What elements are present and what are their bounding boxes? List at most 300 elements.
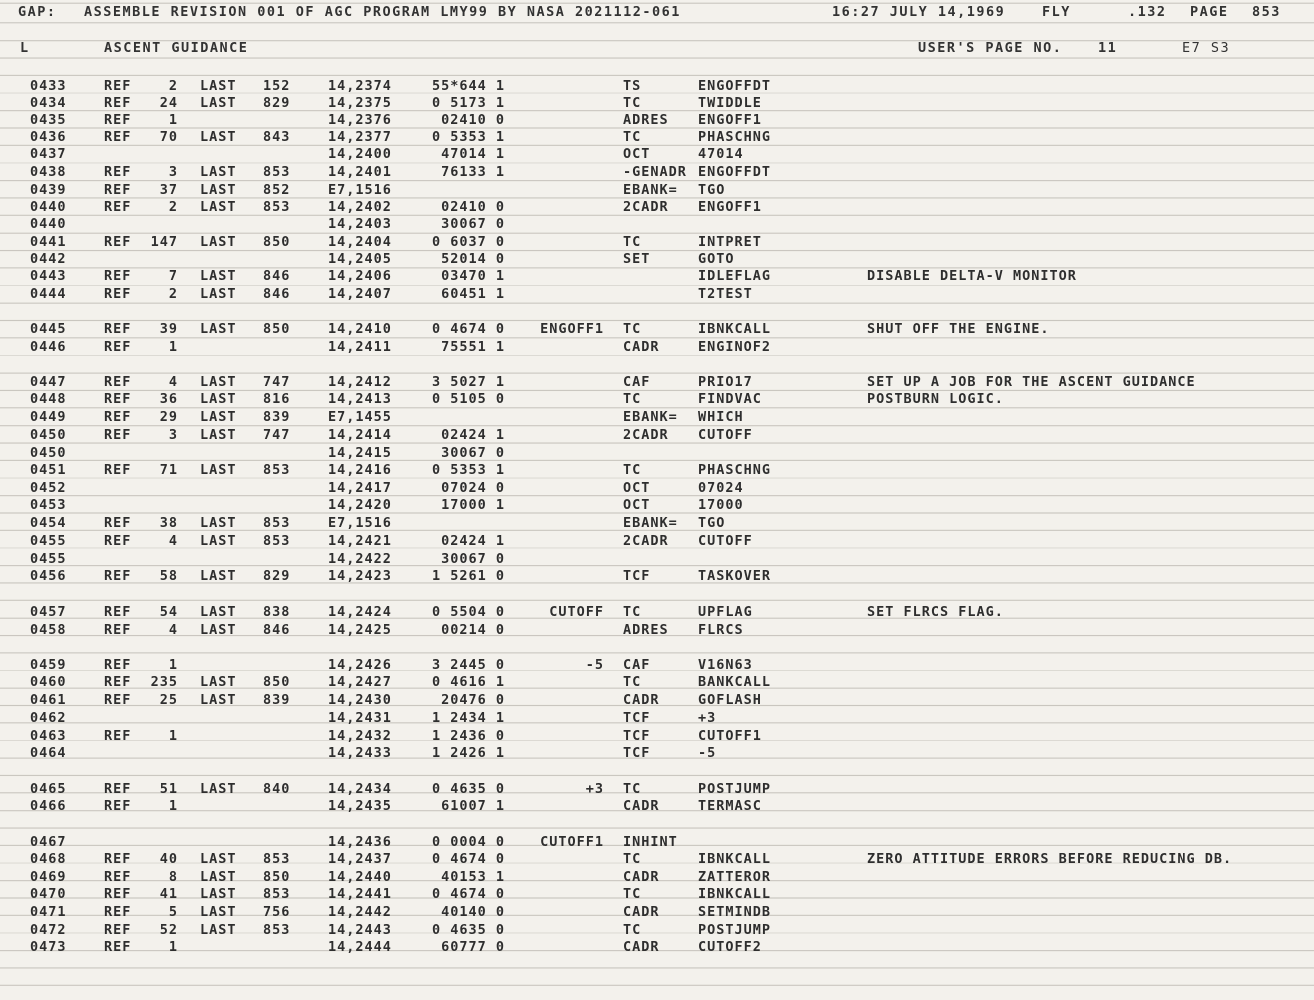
ref-keyword: REF (104, 199, 132, 215)
operand: PHASCHNG (698, 462, 772, 478)
ref-count: 25 (159, 692, 178, 708)
object-code: 61007 1 (441, 798, 505, 814)
last-page: 853 (263, 851, 291, 867)
last-page: 840 (263, 781, 291, 797)
ref-keyword: REF (104, 886, 132, 902)
address: 14,2444 (328, 939, 392, 955)
ref-keyword: REF (104, 851, 132, 867)
opcode: CADR (623, 798, 660, 814)
opcode: TC (623, 886, 642, 902)
line-number: 0458 (30, 622, 67, 638)
address: 14,2434 (328, 781, 392, 797)
line-number: 0464 (30, 745, 67, 761)
operand: V16N63 (698, 657, 753, 673)
object-code: 0 5353 1 (431, 462, 505, 478)
operand: 17000 (698, 497, 744, 513)
object-code: 76133 1 (441, 164, 505, 180)
last-keyword: LAST (200, 886, 237, 902)
operand: T2TEST (698, 286, 753, 302)
last-keyword: LAST (200, 568, 237, 584)
address: 14,2410 (328, 321, 392, 337)
object-code: 03470 1 (441, 268, 505, 284)
object-code: 1 2436 0 (431, 728, 505, 744)
ref-keyword: REF (104, 268, 132, 284)
ref-count: 3 (168, 164, 178, 180)
address: 14,2413 (328, 391, 392, 407)
ref-count: 4 (168, 374, 178, 390)
address: 14,2377 (328, 129, 392, 145)
operand: CUTOFF1 (698, 728, 762, 744)
ref-count: 40 (159, 851, 178, 867)
ref-count: 4 (168, 533, 178, 549)
address: 14,2417 (328, 480, 392, 496)
operand: ENGOFFDT (698, 78, 772, 94)
last-keyword: LAST (200, 234, 237, 250)
last-page: 747 (263, 374, 291, 390)
object-code: 02424 1 (441, 427, 505, 443)
ref-keyword: REF (104, 234, 132, 250)
address: 14,2403 (328, 216, 392, 232)
address: 14,2420 (328, 497, 392, 513)
line-number: 0450 (30, 445, 67, 461)
opcode: TC (623, 851, 642, 867)
last-page: 853 (263, 164, 291, 180)
operand: FINDVAC (698, 391, 762, 407)
object-code: 40140 0 (441, 904, 505, 920)
operand: BANKCALL (698, 674, 772, 690)
last-page: 846 (263, 286, 291, 302)
object-code: 60451 1 (441, 286, 505, 302)
opcode: ADRES (623, 622, 669, 638)
line-number: 0463 (30, 728, 67, 744)
ref-count: 38 (159, 515, 178, 531)
ref-count: 51 (159, 781, 178, 797)
section-marker: L (20, 40, 30, 56)
address: 14,2433 (328, 745, 392, 761)
address: 14,2411 (328, 339, 392, 355)
object-code: 17000 1 (441, 497, 505, 513)
line-number: 0439 (30, 182, 67, 198)
last-keyword: LAST (200, 409, 237, 425)
line-number: 0440 (30, 216, 67, 232)
last-page: 838 (263, 604, 291, 620)
operand: WHICH (698, 409, 744, 425)
opcode: TC (623, 234, 642, 250)
line-number: 0437 (30, 146, 67, 162)
opcode: TC (623, 462, 642, 478)
last-page: 829 (263, 568, 291, 584)
user-page-number: 11 (1098, 40, 1118, 56)
object-code: 0 4635 0 (431, 781, 505, 797)
address: E7,1516 (328, 515, 392, 531)
section-title: ASCENT GUIDANCE (104, 40, 249, 56)
ref-count: 1 (168, 728, 178, 744)
header-title: ASSEMBLE REVISION 001 OF AGC PROGRAM LMY99 BY NASA 2021112-061 (84, 4, 681, 20)
opcode: CADR (623, 692, 660, 708)
ref-keyword: REF (104, 692, 132, 708)
label: CUTOFF1 (540, 834, 604, 850)
last-keyword: LAST (200, 286, 237, 302)
opcode: OCT (623, 146, 651, 162)
ref-keyword: REF (104, 182, 132, 198)
address: 14,2431 (328, 710, 392, 726)
last-page: 853 (263, 462, 291, 478)
label: -5 (585, 657, 604, 673)
ref-count: 54 (159, 604, 178, 620)
ref-keyword: REF (104, 286, 132, 302)
address: 14,2415 (328, 445, 392, 461)
object-code: 1 5261 0 (431, 568, 505, 584)
object-code: 75551 1 (441, 339, 505, 355)
ref-keyword: REF (104, 427, 132, 443)
line-number: 0456 (30, 568, 67, 584)
ref-keyword: REF (104, 728, 132, 744)
line-number: 0452 (30, 480, 67, 496)
operand: ENGOFFDT (698, 164, 772, 180)
ref-keyword: REF (104, 95, 132, 111)
line-number: 0433 (30, 78, 67, 94)
address: E7,1455 (328, 409, 392, 425)
operand: CUTOFF (698, 427, 753, 443)
comment: ZERO ATTITUDE ERRORS BEFORE REDUCING DB. (867, 851, 1233, 867)
line-number: 0467 (30, 834, 67, 850)
ref-count: 1 (168, 798, 178, 814)
ref-keyword: REF (104, 112, 132, 128)
ref-keyword: REF (104, 409, 132, 425)
line-number: 0446 (30, 339, 67, 355)
operand: PRIO17 (698, 374, 753, 390)
line-number: 0447 (30, 374, 67, 390)
object-code: 02410 0 (441, 199, 505, 215)
object-code: 55*644 1 (431, 78, 505, 94)
last-page: 843 (263, 129, 291, 145)
line-number: 0472 (30, 922, 67, 938)
line-number: 0462 (30, 710, 67, 726)
line-number: 0436 (30, 129, 67, 145)
label: +3 (585, 781, 604, 797)
object-code: 0 4674 0 (431, 851, 505, 867)
opcode: OCT (623, 480, 651, 496)
line-number: 0460 (30, 674, 67, 690)
object-code: 0 0004 0 (431, 834, 505, 850)
header-page-label: PAGE (1190, 4, 1229, 20)
operand: POSTJUMP (698, 781, 772, 797)
opcode: OCT (623, 497, 651, 513)
operand: IBNKCALL (698, 851, 772, 867)
address: 14,2427 (328, 674, 392, 690)
ref-count: 39 (159, 321, 178, 337)
last-page: 853 (263, 886, 291, 902)
address: 14,2402 (328, 199, 392, 215)
address: 14,2424 (328, 604, 392, 620)
opcode: TC (623, 674, 642, 690)
comment: DISABLE DELTA-V MONITOR (867, 268, 1077, 284)
ref-count: 147 (150, 234, 178, 250)
opcode: 2CADR (623, 199, 669, 215)
ref-keyword: REF (104, 78, 132, 94)
operand: INTPRET (698, 234, 762, 250)
object-code: 0 5353 1 (431, 129, 505, 145)
operand: IDLEFLAG (698, 268, 772, 284)
line-number: 0473 (30, 939, 67, 955)
opcode: CAF (623, 657, 651, 673)
address: 14,2435 (328, 798, 392, 814)
last-keyword: LAST (200, 129, 237, 145)
last-keyword: LAST (200, 674, 237, 690)
ref-count: 71 (159, 462, 178, 478)
opcode: -GENADR (623, 164, 687, 180)
line-number: 0445 (30, 321, 67, 337)
operand: PHASCHNG (698, 129, 772, 145)
last-page: 846 (263, 268, 291, 284)
operand: ENGOFF1 (698, 199, 762, 215)
last-keyword: LAST (200, 533, 237, 549)
operand: ZATTEROR (698, 869, 772, 885)
ref-keyword: REF (104, 374, 132, 390)
opcode: CADR (623, 904, 660, 920)
operand: TERMASC (698, 798, 762, 814)
opcode: TC (623, 922, 642, 938)
ref-keyword: REF (104, 129, 132, 145)
ref-keyword: REF (104, 781, 132, 797)
line-number: 0441 (30, 234, 67, 250)
ref-keyword: REF (104, 604, 132, 620)
line-number: 0455 (30, 533, 67, 549)
ref-keyword: REF (104, 657, 132, 673)
ref-count: 37 (159, 182, 178, 198)
object-code: 1 2434 1 (431, 710, 505, 726)
comment: SET UP A JOB FOR THE ASCENT GUIDANCE (867, 374, 1196, 390)
object-code: 3 2445 0 (431, 657, 505, 673)
address: 14,2423 (328, 568, 392, 584)
operand: UPFLAG (698, 604, 753, 620)
line-number: 0453 (30, 497, 67, 513)
ref-keyword: REF (104, 321, 132, 337)
opcode: ADRES (623, 112, 669, 128)
last-keyword: LAST (200, 268, 237, 284)
ref-keyword: REF (104, 939, 132, 955)
line-number: 0466 (30, 798, 67, 814)
operand: IBNKCALL (698, 321, 772, 337)
operand: POSTJUMP (698, 922, 772, 938)
last-page: 850 (263, 321, 291, 337)
line-number: 0444 (30, 286, 67, 302)
opcode: TCF (623, 568, 651, 584)
ref-keyword: REF (104, 515, 132, 531)
ref-count: 3 (168, 427, 178, 443)
line-number: 0455 (30, 551, 67, 567)
opcode: TC (623, 321, 642, 337)
header-gap: GAP: (18, 4, 57, 20)
last-keyword: LAST (200, 692, 237, 708)
operand: TWIDDLE (698, 95, 762, 111)
address: 14,2436 (328, 834, 392, 850)
object-code: 30067 0 (441, 216, 505, 232)
opcode: TS (623, 78, 642, 94)
ref-count: 7 (168, 268, 178, 284)
line-number: 0461 (30, 692, 67, 708)
object-code: 07024 0 (441, 480, 505, 496)
address: 14,2405 (328, 251, 392, 267)
line-number: 0443 (30, 268, 67, 284)
last-page: 853 (263, 515, 291, 531)
last-keyword: LAST (200, 199, 237, 215)
line-number: 0468 (30, 851, 67, 867)
header-mode: FLY (1042, 4, 1071, 20)
last-keyword: LAST (200, 462, 237, 478)
ref-keyword: REF (104, 674, 132, 690)
ref-count: 41 (159, 886, 178, 902)
ref-count: 8 (168, 869, 178, 885)
address: 14,2430 (328, 692, 392, 708)
address: 14,2414 (328, 427, 392, 443)
opcode: TCF (623, 728, 651, 744)
operand: CUTOFF2 (698, 939, 762, 955)
last-keyword: LAST (200, 851, 237, 867)
operand: 47014 (698, 146, 744, 162)
object-code: 0 5105 0 (431, 391, 505, 407)
last-page: 850 (263, 234, 291, 250)
last-keyword: LAST (200, 869, 237, 885)
opcode: TCF (623, 710, 651, 726)
opcode: TCF (623, 745, 651, 761)
ref-count: 70 (159, 129, 178, 145)
line-number: 0440 (30, 199, 67, 215)
address: 14,2375 (328, 95, 392, 111)
address: 14,2412 (328, 374, 392, 390)
last-keyword: LAST (200, 374, 237, 390)
last-page: 853 (263, 922, 291, 938)
address: 14,2443 (328, 922, 392, 938)
last-keyword: LAST (200, 427, 237, 443)
object-code: 0 5504 0 (431, 604, 505, 620)
object-code: 0 4635 0 (431, 922, 505, 938)
address: 14,2425 (328, 622, 392, 638)
opcode: 2CADR (623, 427, 669, 443)
address: 14,2376 (328, 112, 392, 128)
ref-count: 4 (168, 622, 178, 638)
address: 14,2400 (328, 146, 392, 162)
line-number: 0449 (30, 409, 67, 425)
ref-keyword: REF (104, 904, 132, 920)
opcode: SET (623, 251, 651, 267)
last-keyword: LAST (200, 922, 237, 938)
last-page: 852 (263, 182, 291, 198)
operand: ENGOFF1 (698, 112, 762, 128)
label: CUTOFF (549, 604, 604, 620)
address: E7,1516 (328, 182, 392, 198)
opcode: CADR (623, 939, 660, 955)
last-page: 850 (263, 674, 291, 690)
last-keyword: LAST (200, 164, 237, 180)
object-code: 0 5173 1 (431, 95, 505, 111)
last-keyword: LAST (200, 391, 237, 407)
operand: CUTOFF (698, 533, 753, 549)
object-code: 1 2426 1 (431, 745, 505, 761)
line-number: 0457 (30, 604, 67, 620)
last-keyword: LAST (200, 182, 237, 198)
last-keyword: LAST (200, 622, 237, 638)
opcode: CAF (623, 374, 651, 390)
object-code: 0 6037 0 (431, 234, 505, 250)
line-number: 0471 (30, 904, 67, 920)
last-page: 853 (263, 533, 291, 549)
operand: +3 (698, 710, 717, 726)
ref-count: 29 (159, 409, 178, 425)
object-code: 30067 0 (441, 551, 505, 567)
object-code: 0 4674 0 (431, 321, 505, 337)
object-code: 52014 0 (441, 251, 505, 267)
ref-keyword: REF (104, 533, 132, 549)
opcode: TC (623, 95, 642, 111)
ref-keyword: REF (104, 462, 132, 478)
last-keyword: LAST (200, 904, 237, 920)
ref-keyword: REF (104, 798, 132, 814)
last-page: 152 (263, 78, 291, 94)
ref-count: 5 (168, 904, 178, 920)
ref-count: 1 (168, 339, 178, 355)
address: 14,2421 (328, 533, 392, 549)
last-page: 816 (263, 391, 291, 407)
last-page: 839 (263, 409, 291, 425)
opcode: TC (623, 391, 642, 407)
last-keyword: LAST (200, 78, 237, 94)
comment: SHUT OFF THE ENGINE. (867, 321, 1050, 337)
address: 14,2442 (328, 904, 392, 920)
line-number: 0435 (30, 112, 67, 128)
ref-count: 235 (150, 674, 178, 690)
ref-count: 36 (159, 391, 178, 407)
last-keyword: LAST (200, 781, 237, 797)
address: 14,2406 (328, 268, 392, 284)
line-number: 0454 (30, 515, 67, 531)
ebank-tag: E7 S3 (1182, 40, 1231, 56)
line-number: 0451 (30, 462, 67, 478)
last-page: 829 (263, 95, 291, 111)
comment: POSTBURN LOGIC. (867, 391, 1004, 407)
address: 14,2426 (328, 657, 392, 673)
operand: GOTO (698, 251, 735, 267)
object-code: 00214 0 (441, 622, 505, 638)
address: 14,2407 (328, 286, 392, 302)
address: 14,2401 (328, 164, 392, 180)
header-code: .132 (1128, 4, 1167, 20)
object-code: 20476 0 (441, 692, 505, 708)
last-page: 747 (263, 427, 291, 443)
address: 14,2422 (328, 551, 392, 567)
ref-count: 1 (168, 112, 178, 128)
label: ENGOFF1 (540, 321, 604, 337)
operand: TGO (698, 182, 726, 198)
operand: FLRCS (698, 622, 744, 638)
operand: IBNKCALL (698, 886, 772, 902)
ref-count: 58 (159, 568, 178, 584)
object-code: 60777 0 (441, 939, 505, 955)
object-code: 02410 0 (441, 112, 505, 128)
address: 14,2432 (328, 728, 392, 744)
object-code: 0 4616 1 (431, 674, 505, 690)
line-number: 0450 (30, 427, 67, 443)
operand: ENGINOF2 (698, 339, 772, 355)
address: 14,2440 (328, 869, 392, 885)
operand: -5 (698, 745, 717, 761)
opcode: EBANK= (623, 409, 678, 425)
operand: TASKOVER (698, 568, 772, 584)
opcode: TC (623, 129, 642, 145)
object-code: 0 4674 0 (431, 886, 505, 902)
opcode: CADR (623, 339, 660, 355)
operand: TGO (698, 515, 726, 531)
